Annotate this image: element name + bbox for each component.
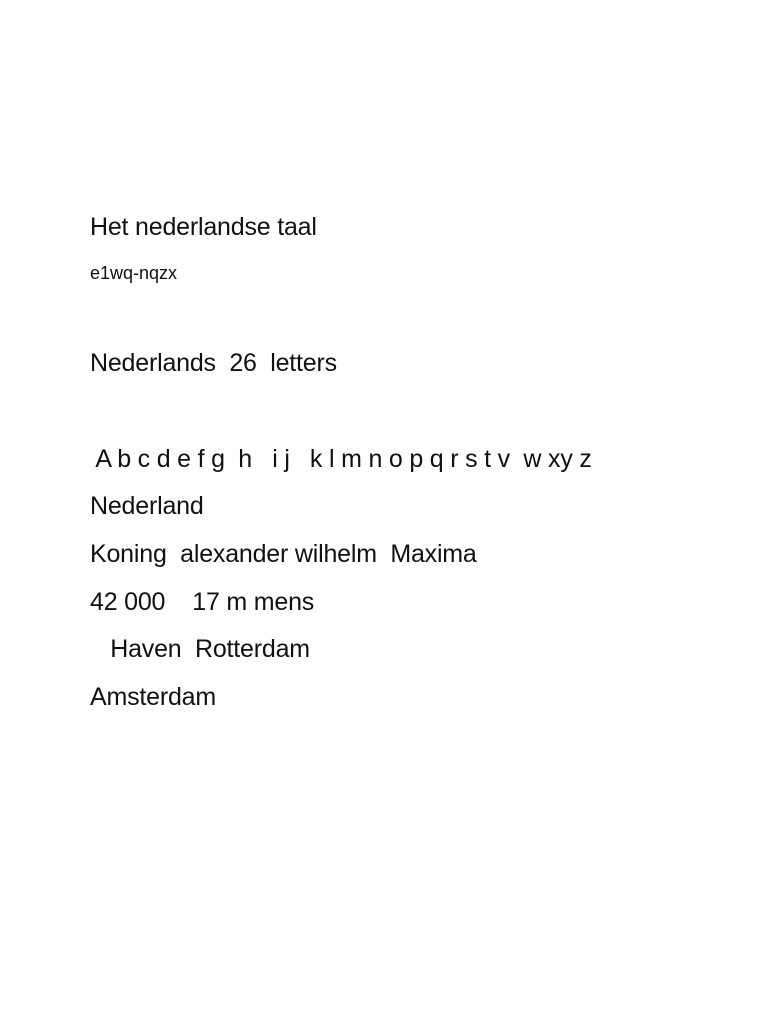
document-code: e1wq-nqzx: [90, 263, 178, 283]
haven-line: Haven Rotterdam: [90, 635, 310, 663]
alphabet-line: A b c d e f g h i j k l m n o p q r s t v w xy z: [90, 445, 592, 473]
country-line: Nederland: [90, 492, 204, 520]
document-title: Het nederlandse taal: [90, 213, 317, 241]
numbers-line: 42 000 17 m mens: [90, 588, 315, 616]
royals-line: Koning alexander wilhelm Maxima: [90, 540, 477, 568]
amsterdam-line: Amsterdam: [90, 683, 217, 711]
letters-count-line: Nederlands 26 letters: [90, 349, 337, 377]
